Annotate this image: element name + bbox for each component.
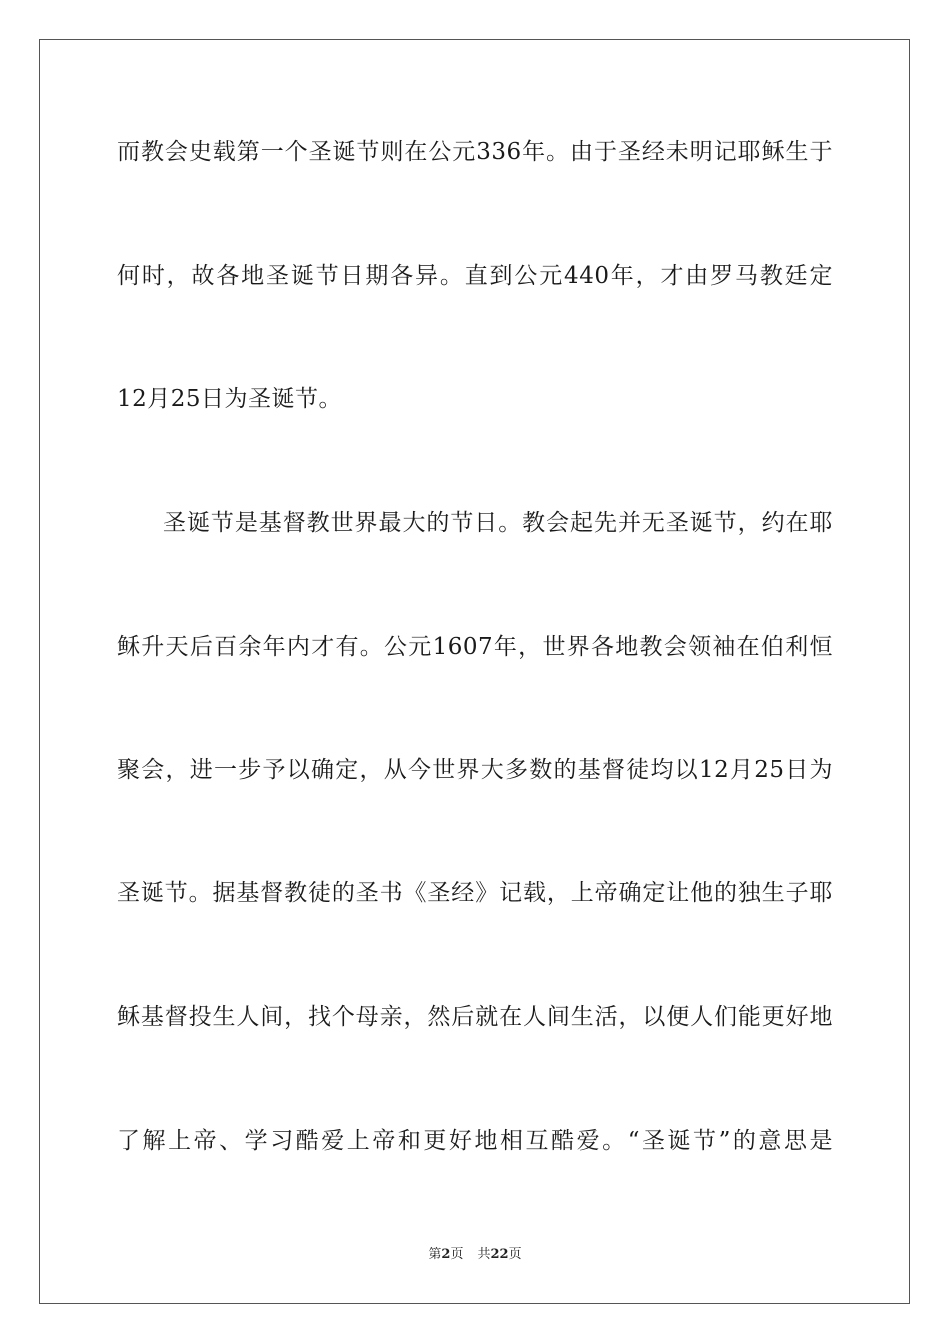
page-footer — [0, 1246, 950, 1264]
paragraph-2-line-4: 圣诞节。据基督教徒的圣书《圣经》记载，上帝确定让他的独生子耶 — [117, 880, 833, 906]
paragraph-2-line-6: 了解上帝、学习酷爱上帝和更好地相互酷爱。“圣诞节”的意思是 — [117, 1128, 833, 1154]
paragraph-1-line-1: 而教会史载第一个圣诞节则在公元336年。由于圣经未明记耶稣生于 — [117, 139, 833, 165]
paragraph-1-line-3: 12月25日为圣诞节。 — [117, 386, 343, 412]
paragraph-2-line-1: 圣诞节是基督教世界最大的节日。教会起先并无圣诞节，约在耶 — [163, 510, 833, 536]
page-suffix: 页 — [450, 1247, 464, 1262]
page-number: 2 — [441, 1247, 451, 1262]
paragraph-2-line-3: 聚会，进一步予以确定，从今世界大多数的基督徒均以12月25日为 — [117, 757, 833, 783]
page-border — [39, 39, 910, 1304]
paragraph-2-line-5: 稣基督投生人间，找个母亲，然后就在人间生活，以便人们能更好地 — [117, 1004, 833, 1030]
page-prefix: 第 — [428, 1247, 442, 1262]
total-prefix: 共 — [477, 1247, 491, 1262]
paragraph-1-line-2: 何时，故各地圣诞节日期各异。直到公元440年，才由罗马教廷定 — [117, 263, 833, 289]
total-suffix: 页 — [508, 1247, 522, 1262]
paragraph-2-line-2: 稣升天后百余年内才有。公元1607年，世界各地教会领袖在伯利恒 — [117, 634, 833, 660]
total-pages: 22 — [490, 1247, 509, 1262]
